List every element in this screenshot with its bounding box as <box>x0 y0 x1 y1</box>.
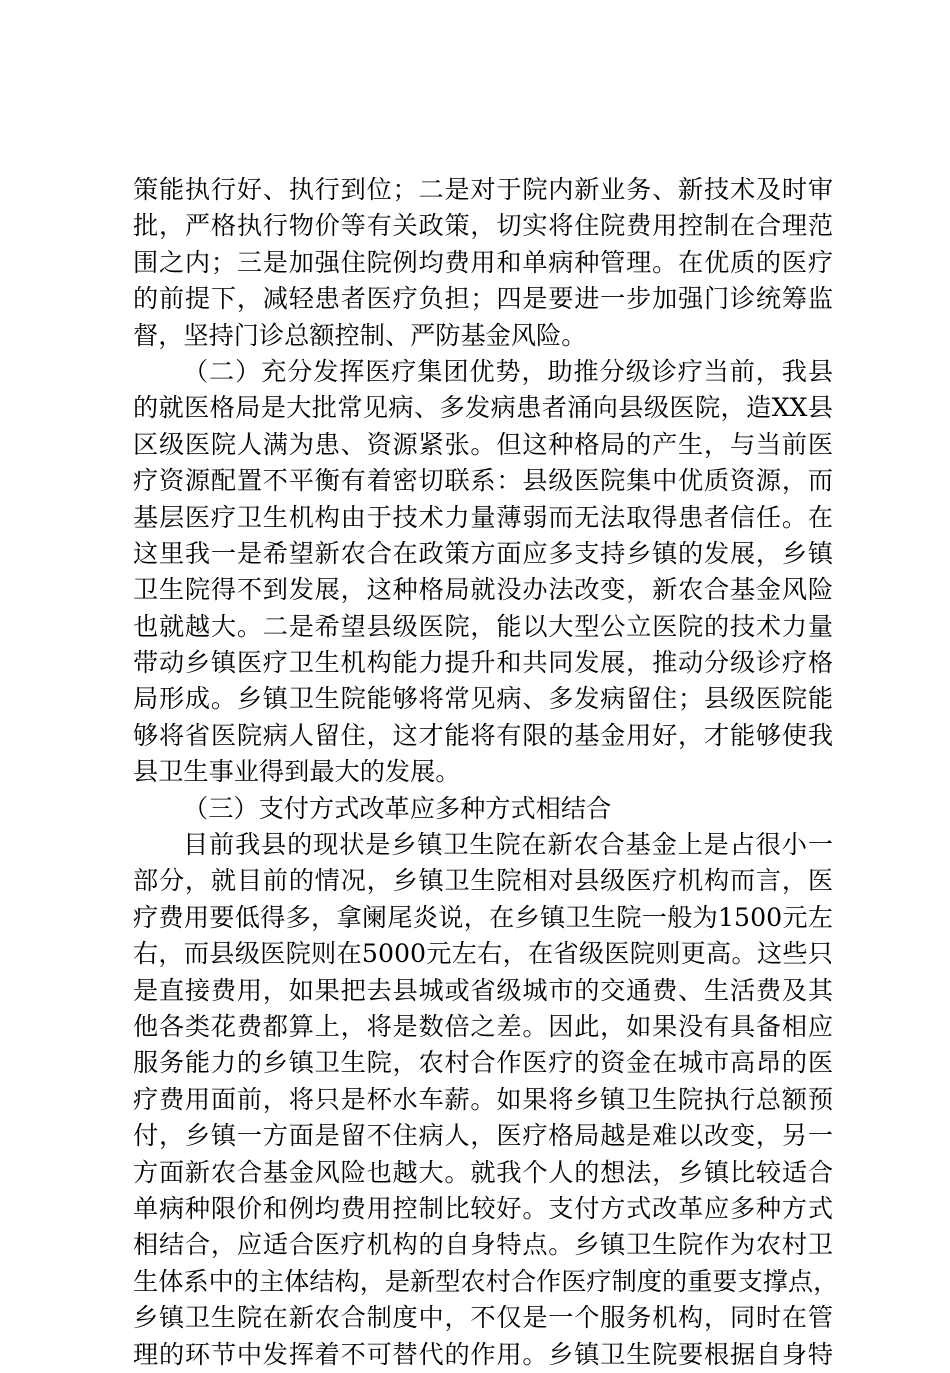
text-line: （二）充分发挥医疗集团优势，助推分级诊疗当前，我县 <box>183 356 833 386</box>
text-line: 基层医疗卫生机构由于技术力量薄弱而无法取得患者信任。在 <box>133 502 833 532</box>
text-line: 相结合，应适合医疗机构的自身特点。乡镇卫生院作为农村卫 <box>133 1230 833 1260</box>
text-line: 卫生院得不到发展，这种格局就没办法改变，新农合基金风险 <box>133 575 833 605</box>
text-line: 督，坚持门诊总额控制、严防基金风险。 <box>133 320 587 350</box>
text-line: 部分，就目前的情况，乡镇卫生院相对县级医疗机构而言，医 <box>133 866 833 896</box>
text-line: 他各类花费都算上，将是数倍之差。因此，如果没有具备相应 <box>133 1011 833 1041</box>
text-line: 生体系中的主体结构，是新型农村合作医疗制度的重要支撑点， <box>133 1266 839 1296</box>
text-line: 付，乡镇一方面是留不住病人，医疗格局越是难以改变，另一 <box>133 1121 833 1151</box>
text-line: 围之内；三是加强住院例均费用和单病种管理。在优质的医疗 <box>133 247 833 277</box>
text-line: 疗费用要低得多，拿阑尾炎说，在乡镇卫生院一般为1500元左 <box>133 902 833 932</box>
text-line: 带动乡镇医疗卫生机构能力提升和共同发展，推动分级诊疗格 <box>133 648 833 678</box>
text-line: 疗费用面前，将只是杯水车薪。如果将乡镇卫生院执行总额预 <box>133 1084 833 1114</box>
text-line: （三）支付方式改革应多种方式相结合 <box>183 793 612 823</box>
text-line: 这里我一是希望新农合在政策方面应多支持乡镇的发展，乡镇 <box>133 538 833 568</box>
text-line: 区级医院人满为患、资源紧张。但这种格局的产生，与当前医 <box>133 429 833 459</box>
text-line: 方面新农合基金风险也越大。就我个人的想法，乡镇比较适合 <box>133 1157 833 1187</box>
text-line: 右，而县级医院则在5000元左右，在省级医院则更高。这些只 <box>133 939 833 969</box>
text-line: 单病种限价和例均费用控制比较好。支付方式改革应多种方式 <box>133 1193 833 1223</box>
text-line: 局形成。乡镇卫生院能够将常见病、多发病留住；县级医院能 <box>133 684 833 714</box>
document-body <box>133 172 839 1373</box>
text-line: 疗资源配置不平衡有着密切联系：县级医院集中优质资源，而 <box>133 466 833 496</box>
text-line: 县卫生事业得到最大的发展。 <box>133 757 461 787</box>
text-line: 批，严格执行物价等有关政策，切实将住院费用控制在合理范 <box>133 211 833 241</box>
text-line: 乡镇卫生院在新农合制度中，不仅是一个服务机构，同时在管 <box>133 1303 833 1333</box>
text-line: 的前提下，减轻患者医疗负担；四是要进一步加强门诊统筹监 <box>133 284 833 314</box>
text-line: 策能执行好、执行到位；二是对于院内新业务、新技术及时审 <box>133 175 833 204</box>
text-line: 也就越大。二是希望县级医院，能以大型公立医院的技术力量 <box>133 611 833 641</box>
text-line: 的就医格局是大批常见病、多发病患者涌向县级医院，造XX县 <box>133 393 833 423</box>
text-line: 服务能力的乡镇卫生院，农村合作医疗的资金在城市高昂的医 <box>133 1048 833 1078</box>
text-line: 理的环节中发挥着不可替代的作用。乡镇卫生院要根据自身特 <box>133 1339 833 1369</box>
text-line: 是直接费用，如果把去县城或省级城市的交通费、生活费及其 <box>133 975 833 1005</box>
text-line: 目前我县的现状是乡镇卫生院在新农合基金上是占很小一 <box>183 830 833 860</box>
text-line: 够将省医院病人留住，这才能将有限的基金用好，才能够使我 <box>133 720 833 750</box>
